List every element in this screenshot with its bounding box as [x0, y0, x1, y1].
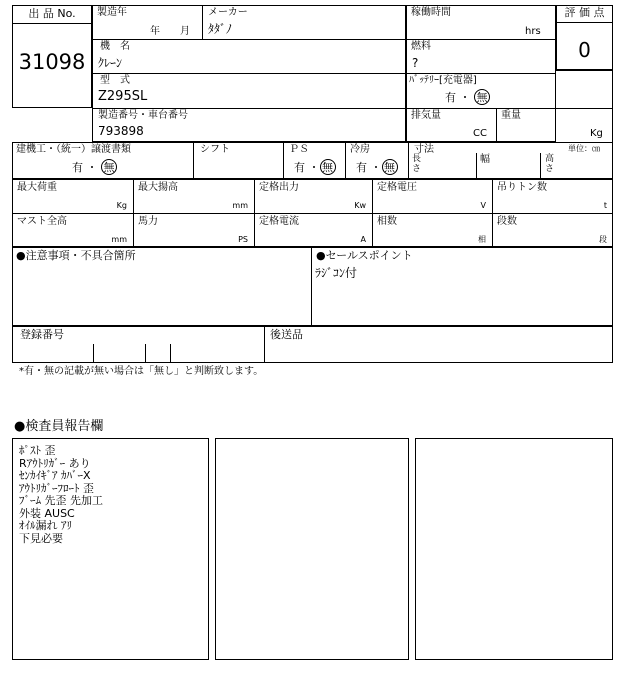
spec-label: 段数: [497, 216, 517, 227]
model-label: 機 名: [100, 41, 130, 52]
footnote: *有・無の記載が無い場合は「無し」と判断致します。: [19, 366, 264, 377]
transfer-docs-yes-no: 有 ・ 無: [72, 159, 117, 176]
transfer-no-circle: 無: [101, 159, 117, 175]
model-value: ｸﾚｰﾝ: [98, 56, 123, 70]
registration-block: [12, 326, 613, 363]
grade-label: 評 価 点: [564, 6, 605, 19]
battery-label: ﾊﾞｯﾃﾘｰ[充電器]: [409, 75, 477, 86]
spec-unit: 段: [599, 235, 607, 244]
inspection-line: ｱｳﾄﾘｶﾞｰﾌﾛｰﾄ 歪: [19, 481, 94, 495]
serial-label: 製造番号・車台番号: [98, 110, 188, 121]
type-label: 型 式: [100, 75, 130, 86]
weight-label: 重量: [501, 110, 521, 121]
spec-unit: mm: [111, 235, 127, 244]
height-label: 高さ: [545, 154, 555, 174]
transfer-docs-label: 建機工・（統一）譲渡書類: [16, 144, 131, 155]
dimensions-label: 寸法: [414, 144, 434, 155]
spec-label: 最大荷重: [17, 182, 57, 193]
inspection-line: 外装 AUSC: [19, 506, 75, 520]
year-suffix: 年 月: [150, 26, 190, 37]
hours-label: 稼働時間: [411, 7, 451, 18]
inspection-line: ｾﾝｶｲｷﾞｱ ｶﾊﾞｰX: [19, 469, 91, 482]
ps-label: ＰＳ: [289, 144, 309, 155]
cooler-no-circle: 無: [382, 159, 398, 175]
inspection-report-lines: [19, 445, 103, 545]
weight-unit: Kg: [590, 128, 603, 139]
type-value: Z295SL: [98, 89, 148, 104]
displacement-label: 排気量: [411, 110, 441, 121]
spec-label: マスト全高: [17, 216, 67, 227]
battery-yes-no: 有 ・ 無: [445, 89, 490, 106]
battery-no-circle: 無: [474, 89, 490, 105]
caution-label: ●注意事項・不具合箇所: [16, 249, 136, 262]
spec-unit: PS: [238, 235, 248, 244]
serial-value: 793898: [98, 124, 144, 138]
inspection-line: ﾌﾞｰﾑ 先歪 先加工: [19, 494, 103, 507]
inspection-title: ●検査員報告欄: [14, 419, 104, 434]
inspection-line: Rｱｳﾄﾘｶﾞｰ あり: [19, 456, 91, 470]
inspection-box-2: [215, 438, 409, 660]
cooler-yes-no: 有 ・ 無: [356, 159, 398, 176]
spec-unit: mm: [232, 201, 248, 210]
spec-unit: Kg: [116, 201, 127, 210]
fuel-value: ?: [412, 56, 419, 70]
spec-label: 定格出力: [259, 182, 299, 193]
spec-label: 最大揚高: [138, 182, 178, 193]
spec-unit: V: [480, 201, 486, 210]
sales-point-label: ●セールスポイント: [316, 249, 413, 262]
spec-unit: 相: [478, 235, 486, 244]
length-label: 長さ: [412, 154, 422, 174]
lot-number-label: 出 品 No.: [28, 7, 76, 20]
sales-point-value: ﾗｼﾞｺﾝ付: [315, 266, 358, 280]
inspection-line: ﾎﾟｽﾄ 歪: [19, 444, 56, 457]
spec-unit: t: [603, 201, 607, 210]
spec-label: 相数: [377, 216, 397, 227]
spec-label: 吊りトン数: [497, 182, 547, 193]
inspection-box-3: [415, 438, 613, 660]
registration-label: 登録番号: [20, 328, 64, 341]
shipping-label: 後送品: [270, 328, 303, 341]
dimensions-unit-note: 単位：㎝: [568, 144, 600, 153]
width-label: 幅: [480, 154, 490, 165]
ps-no-circle: 無: [320, 159, 336, 175]
maker-label: メーカー: [208, 7, 248, 18]
spec-unit: Kw: [354, 201, 366, 210]
shift-label: シフト: [200, 144, 230, 155]
inspection-line: ｵｲﾙ漏れ ｱﾘ: [19, 519, 72, 532]
fuel-label: 燃料: [411, 41, 431, 52]
maker-value: ﾀﾀﾞﾉ: [208, 22, 233, 36]
ps-yes-no: 有 ・ 無: [294, 159, 336, 176]
year-label: 製造年: [97, 7, 127, 18]
lot-number-value: 31098: [18, 50, 86, 74]
spec-unit: A: [360, 235, 366, 244]
grade-value: 0: [578, 38, 591, 62]
cooler-label: 冷房: [350, 144, 370, 155]
hours-unit: hrs: [525, 26, 541, 37]
spec-label: 定格電圧: [377, 182, 417, 193]
spec-label: 馬力: [138, 216, 158, 227]
displacement-unit: CC: [473, 128, 487, 139]
inspection-line: 下見必要: [19, 531, 63, 545]
spec-label: 定格電流: [259, 216, 299, 227]
